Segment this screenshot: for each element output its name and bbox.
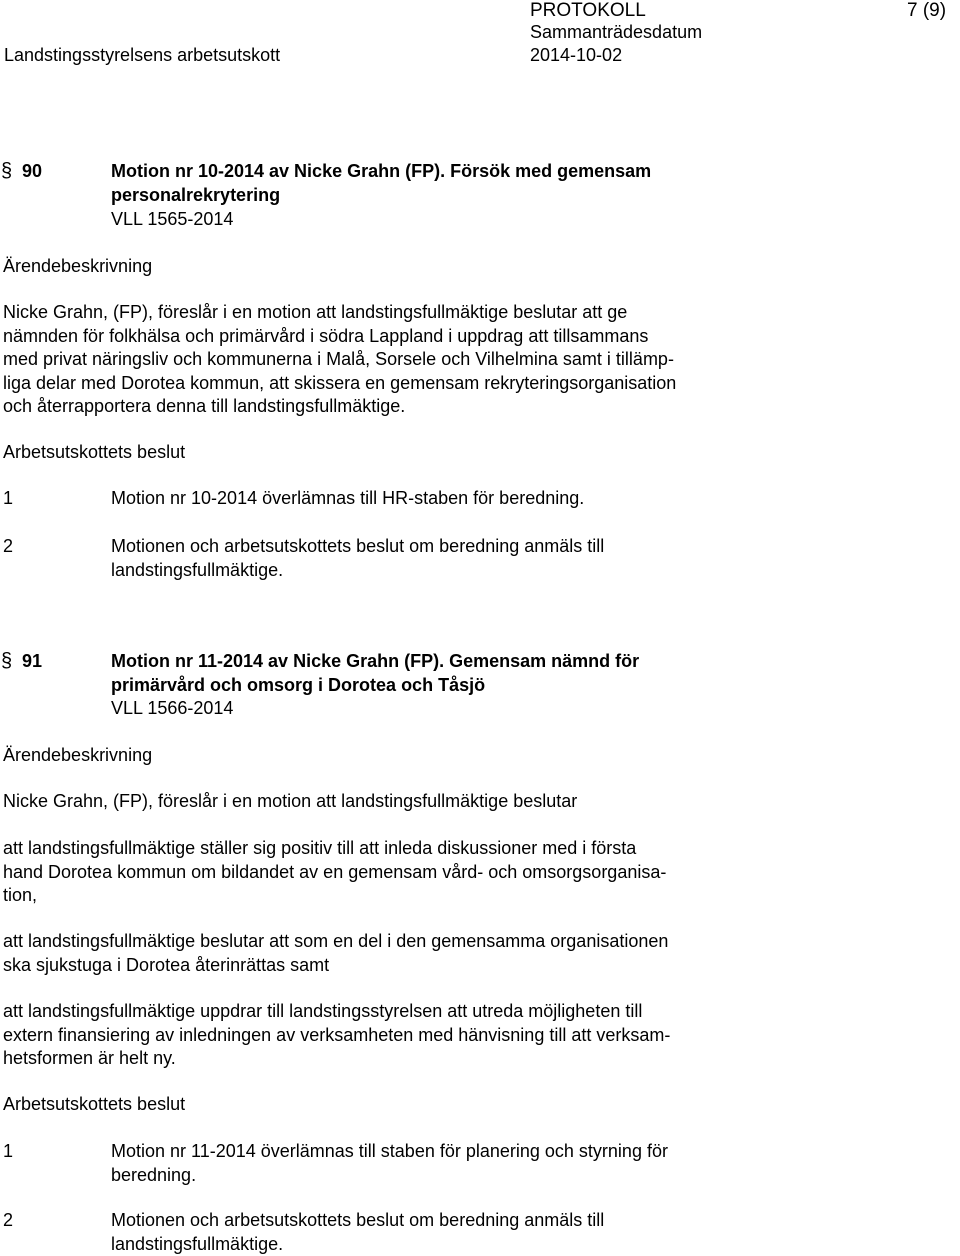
- section-title: [111, 650, 751, 697]
- description-heading: Ärendebeskrivning: [3, 744, 152, 768]
- text-line: med privat näringsliv och kommunerna i Malå, Sorsele och Vilhelmina samt i tillämp-: [3, 348, 763, 372]
- organization-name: Landstingsstyrelsens arbetsutskott: [4, 44, 280, 68]
- case-reference: VLL 1566-2014: [111, 697, 233, 721]
- meeting-date: 2014-10-02: [530, 44, 622, 68]
- text-line: liga delar med Dorotea kommun, att skissera en gemensam rekryteringsorganisation: [3, 372, 763, 396]
- text-line: Nicke Grahn, (FP), föreslår i en motion att landstingsfullmäktige beslutar att ge: [3, 301, 763, 325]
- text-line: Motion nr 10-2014 överlämnas till HR-staben för beredning.: [111, 487, 751, 511]
- text-line: Motionen och arbetsutskottets beslut om beredning anmäls till: [111, 535, 751, 559]
- decision-item-text: [111, 1209, 751, 1256]
- description-heading: Ärendebeskrivning: [3, 255, 152, 279]
- text-line: hand Dorotea kommun om bildandet av en gemensam vård- och omsorgsorganisa-: [3, 861, 763, 885]
- text-line: extern finansiering av inledningen av verksamheten med hänvisning till att verksam-: [3, 1024, 763, 1048]
- section-title: [111, 160, 751, 207]
- document-type: PROTOKOLL: [530, 0, 646, 23]
- description-paragraph: [3, 930, 763, 977]
- description-paragraph: [3, 837, 763, 908]
- decision-item-number: 1: [3, 487, 13, 511]
- text-line: landstingsfullmäktige.: [111, 559, 751, 583]
- text-line: nämnden för folkhälsa och primärvård i södra Lappland i uppdrag att tillsammans: [3, 325, 763, 349]
- section-mark: §: [1, 650, 12, 673]
- decision-item-number: 2: [3, 535, 13, 559]
- meeting-date-label: Sammanträdesdatum: [530, 21, 702, 45]
- text-line: Nicke Grahn, (FP), föreslår i en motion att landstingsfullmäktige beslutar: [3, 790, 763, 814]
- decision-item-number: 1: [3, 1140, 13, 1164]
- section-number: 90: [22, 160, 42, 184]
- section-title-line: Motion nr 10-2014 av Nicke Grahn (FP). Försök med gemensam: [111, 160, 751, 184]
- text-line: att landstingsfullmäktige uppdrar till landstingsstyrelsen att utreda möjligheten till: [3, 1000, 763, 1024]
- decision-heading: Arbetsutskottets beslut: [3, 441, 185, 465]
- text-line: ska sjukstuga i Dorotea återinrättas samt: [3, 954, 763, 978]
- decision-item-text: [111, 535, 751, 582]
- text-line: Motionen och arbetsutskottets beslut om beredning anmäls till: [111, 1209, 751, 1233]
- text-line: att landstingsfullmäktige beslutar att som en del i den gemensamma organisationen: [3, 930, 763, 954]
- text-line: landstingsfullmäktige.: [111, 1233, 751, 1256]
- decision-heading: Arbetsutskottets beslut: [3, 1093, 185, 1117]
- decision-item-text: [111, 1140, 751, 1187]
- case-reference: VLL 1565-2014: [111, 208, 233, 232]
- text-line: tion,: [3, 884, 763, 908]
- description-text: [3, 301, 763, 419]
- text-line: Motion nr 11-2014 överlämnas till staben för planering och styrning för: [111, 1140, 751, 1164]
- section-mark: §: [1, 160, 12, 183]
- text-line: hetsformen är helt ny.: [3, 1047, 763, 1071]
- section-number: 91: [22, 650, 42, 674]
- page-number: 7 (9): [907, 0, 946, 23]
- description-paragraph: [3, 1000, 763, 1071]
- section-title-line: Motion nr 11-2014 av Nicke Grahn (FP). Gemensam nämnd för: [111, 650, 751, 674]
- decision-item-number: 2: [3, 1209, 13, 1233]
- text-line: och återrapportera denna till landstingsfullmäktige.: [3, 395, 763, 419]
- text-line: att landstingsfullmäktige ställer sig positiv till att inleda diskussioner med i första: [3, 837, 763, 861]
- decision-item-text: [111, 487, 751, 511]
- section-title-line: personalrekrytering: [111, 184, 751, 208]
- section-title-line: primärvård och omsorg i Dorotea och Tåsjö: [111, 674, 751, 698]
- text-line: beredning.: [111, 1164, 751, 1188]
- description-intro: [3, 790, 763, 814]
